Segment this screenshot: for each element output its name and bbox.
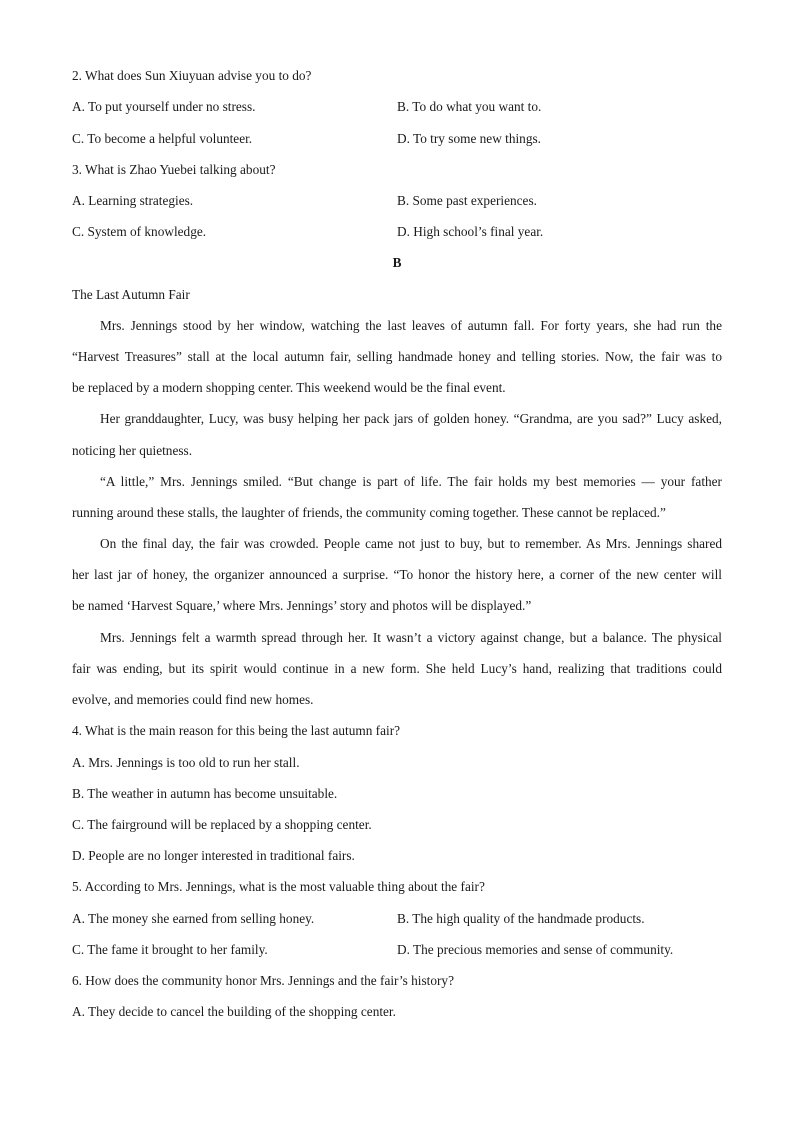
passage-p3-line: “A little,” Mrs. Jennings smiled. “But change is part of life. The fair holds my best memories — your father: [100, 474, 722, 489]
question-4-option-c: C. The fairground will be replaced by a shopping center.: [72, 817, 372, 832]
passage-p2-line: noticing her quietness.: [72, 443, 193, 458]
question-5-option-a: A. The money she earned from selling honey.: [72, 911, 315, 926]
passage-p5-line: fair was ending, but its spirit would continue in a new form. She held Lucy’s hand, realizing that traditions could: [72, 661, 722, 676]
passage-p4-line: On the final day, the fair was crowded. People came not just to buy, but to remember. As Mrs. Jennings shared: [100, 536, 722, 551]
question-3-option-b: B. Some past experiences.: [397, 193, 537, 208]
section-heading: B: [392, 255, 402, 270]
passage-p1-line: “Harvest Treasures” stall at the local autumn fair, selling handmade honey and telling stories. Now, the fair was to: [72, 349, 722, 364]
question-5-option-c: C. The fame it brought to her family.: [72, 942, 268, 957]
question-4-option-a: A. Mrs. Jennings is too old to run her stall.: [72, 755, 300, 770]
question-4-option-d: D. People are no longer interested in traditional fairs.: [72, 848, 355, 863]
question-4-option-b: B. The weather in autumn has become unsuitable.: [72, 786, 338, 801]
passage-p1-line: Mrs. Jennings stood by her window, watching the last leaves of autumn fall. For forty years, she had run the: [100, 318, 722, 333]
question-3-option-a: A. Learning strategies.: [72, 193, 194, 208]
passage-p1-line: be replaced by a modern shopping center. This weekend would be the final event.: [72, 380, 506, 395]
question-6-option-a: A. They decide to cancel the building of the shopping center.: [72, 1004, 396, 1019]
passage-title: The Last Autumn Fair: [72, 287, 190, 302]
question-6-stem: 6. How does the community honor Mrs. Jennings and the fair’s history?: [72, 973, 454, 988]
question-2-option-d: D. To try some new things.: [397, 131, 541, 146]
question-3-option-c: C. System of knowledge.: [72, 224, 207, 239]
question-3-stem: 3. What is Zhao Yuebei talking about?: [72, 162, 276, 177]
question-5-option-b: B. The high quality of the handmade products.: [397, 911, 645, 926]
question-4-stem: 4. What is the main reason for this being the last autumn fair?: [72, 723, 401, 738]
passage-p3-line: running around these stalls, the laughter of friends, the community coming together. These cannot be replaced.”: [72, 505, 666, 520]
question-2-stem: 2. What does Sun Xiuyuan advise you to do?: [72, 68, 312, 83]
passage-p5-line: Mrs. Jennings felt a warmth spread through her. It wasn’t a victory against change, but a balance. The physical: [100, 630, 722, 645]
passage-p4-line: be named ‘Harvest Square,’ where Mrs. Jennings’ story and photos will be displayed.”: [72, 598, 532, 613]
question-2-option-b: B. To do what you want to.: [397, 99, 542, 114]
question-2-option-c: C. To become a helpful volunteer.: [72, 131, 253, 146]
passage-p5-line: evolve, and memories could find new homes.: [72, 692, 314, 707]
question-3-option-d: D. High school’s final year.: [397, 224, 544, 239]
question-5-stem: 5. According to Mrs. Jennings, what is the most valuable thing about the fair?: [72, 879, 485, 894]
passage-p4-line: her last jar of honey, the organizer announced a surprise. “To honor the history here, a corner of the new center will: [72, 567, 722, 582]
question-5-option-d: D. The precious memories and sense of community.: [397, 942, 674, 957]
question-2-option-a: A. To put yourself under no stress.: [72, 99, 256, 114]
passage-p2-line: Her granddaughter, Lucy, was busy helping her pack jars of golden honey. “Grandma, are you sad?” Lucy asked,: [100, 411, 722, 426]
